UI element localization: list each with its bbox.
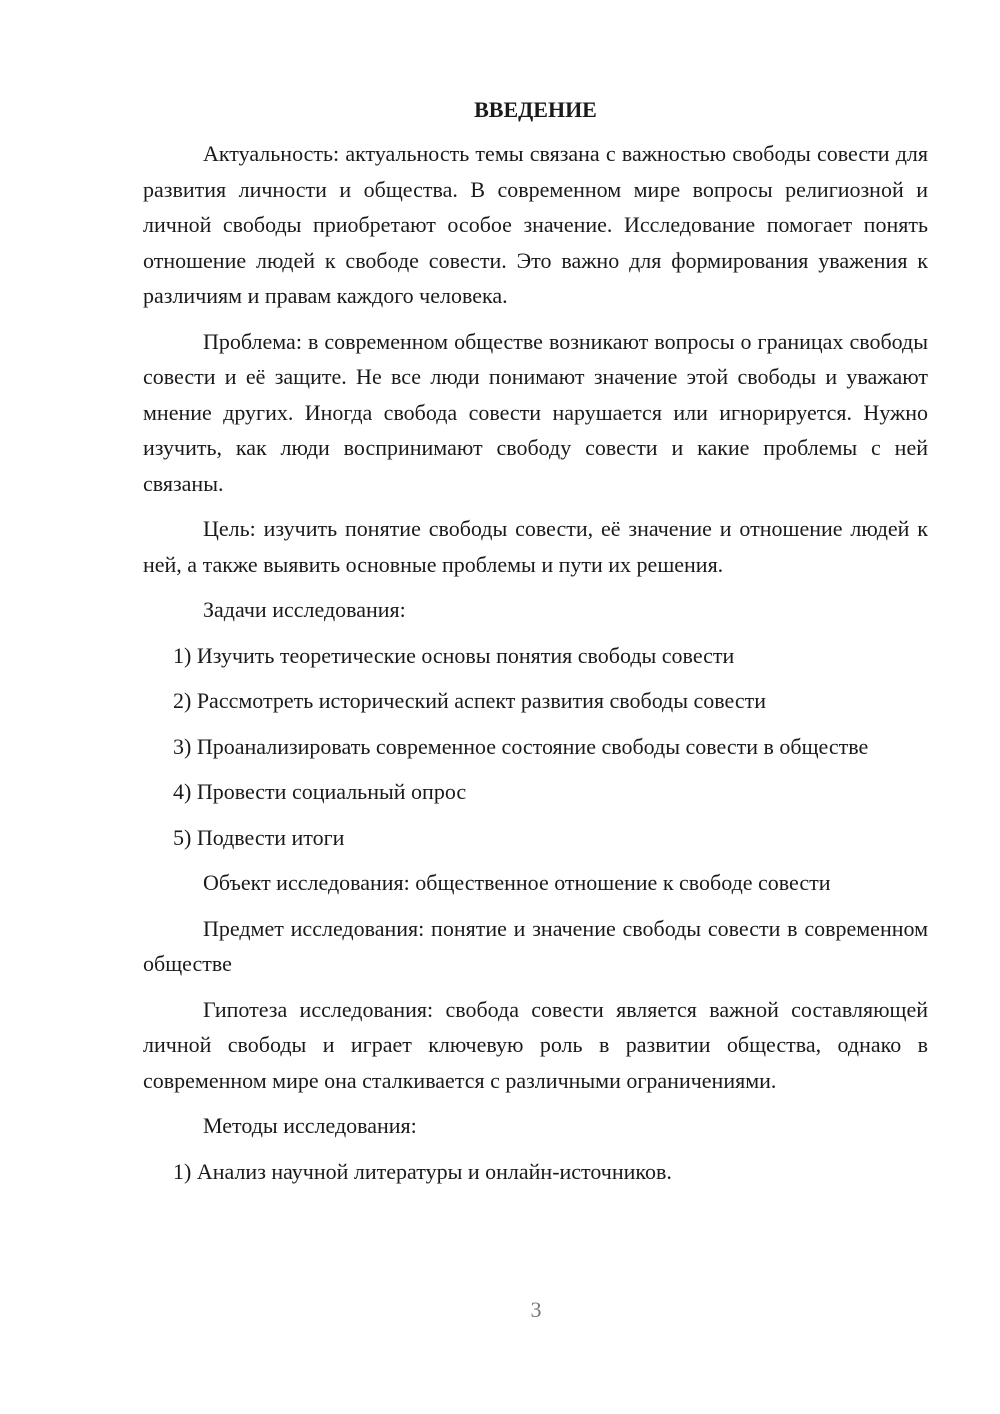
- methods-title: Методы исследования:: [203, 1113, 417, 1138]
- hypothesis-paragraph: Гипотеза исследования: свобода совести является важной составляющей личной свободы и играет ключевую роль в развитии общества, однако в современном мире она сталкивается с различными ограничениями.: [143, 996, 928, 1093]
- task-item-3: 3) Проанализировать современное состояние свободы совести в обществе: [173, 733, 869, 759]
- page-content: [143, 92, 928, 1199]
- problem-paragraph: Проблема: в современном обществе возникают вопросы о границах свободы совести и её защите. Не все люди понимают значение этой свободы и уважают мнение других. Иногда свобода совести нарушается или игнорируется. Нужно изучить, как люди воспринимают свободу совести и какие проблемы с ней связаны.: [143, 328, 928, 496]
- task-item-2: 2) Рассмотреть исторический аспект развития свободы совести: [173, 688, 767, 713]
- relevance-paragraph: Актуальность: актуальность темы связана с важностью свободы совести для развития личности и общества. В современном мире вопросы религиозной и личной свободы приобретают особое значение. Исследование помогает понять отношение людей к свободе совести. Это важно для формирования уважения к различиям и правам каждого человека.: [143, 141, 928, 308]
- subject-paragraph: Предмет исследования: понятие и значение свободы совести в современном обществе: [143, 915, 928, 976]
- task-item-1: 1) Изучить теоретические основы понятия свободы совести: [173, 642, 735, 668]
- object-paragraph: Объект исследования: общественное отношение к свободе совести: [203, 870, 831, 895]
- tasks-title: Задачи исследования:: [203, 597, 406, 622]
- task-item-5: 5) Подвести итоги: [173, 824, 345, 850]
- task-item-4: 4) Провести социальный опрос: [173, 779, 467, 804]
- method-item-1: 1) Анализ научной литературы и онлайн-источников.: [173, 1158, 672, 1184]
- page-number: 3: [530, 1297, 542, 1322]
- goal-paragraph: Цель: изучить понятие свободы совести, её значение и отношение людей к ней, а также выявить основные проблемы и пути их решения.: [143, 516, 928, 577]
- section-heading: ВВЕДЕНИЕ: [474, 97, 597, 122]
